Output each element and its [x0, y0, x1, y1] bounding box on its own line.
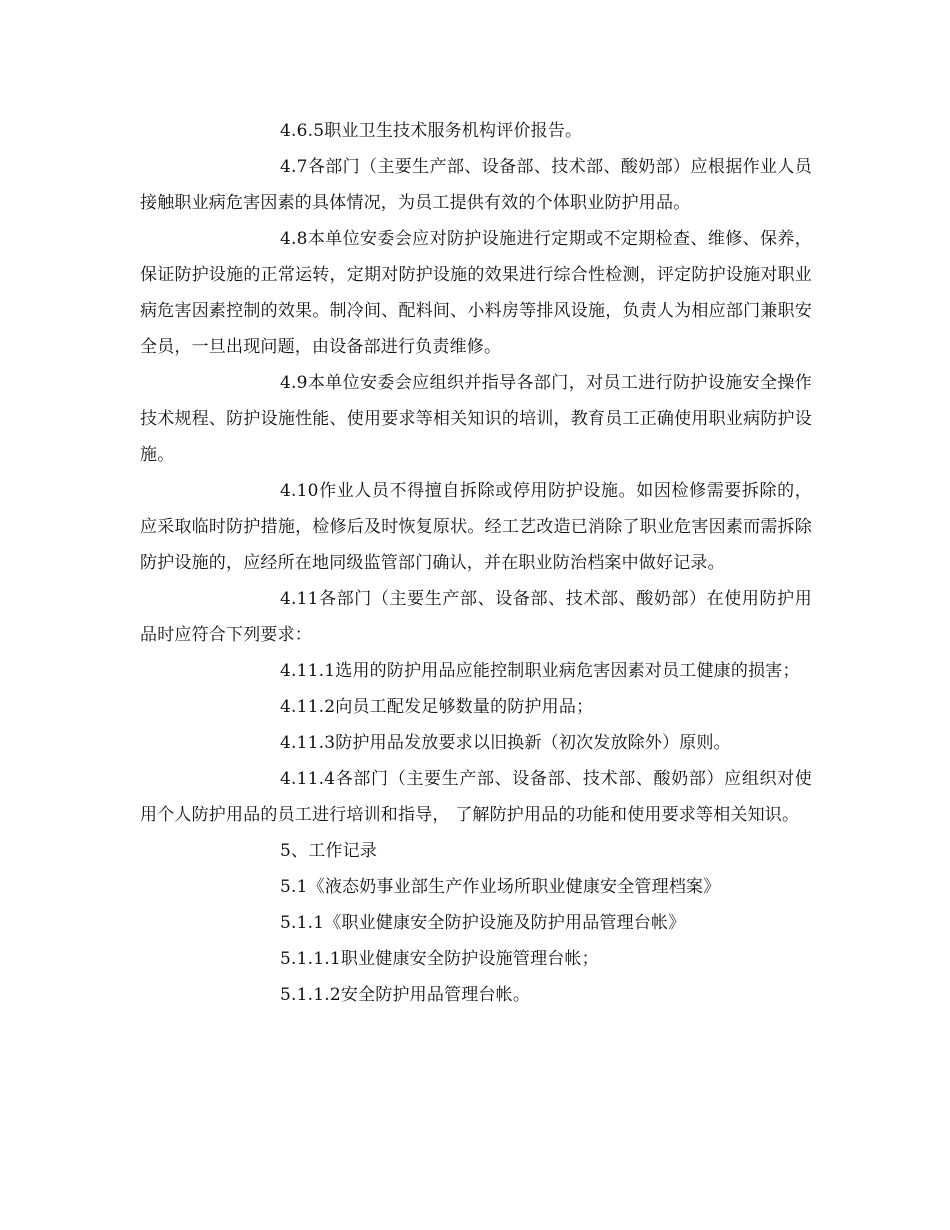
paragraph-5-1-1-2: 5.1.1.2安全防护用品管理台帐。 — [280, 985, 531, 1005]
document-body — [140, 113, 812, 1013]
paragraph-4-11-4: 4.11.4各部门（主要生产部、设备部、技术部、酸奶部）应组织对使用个人防护用品的员工进行培训和指导， 了解防护用品的功能和使用要求等相关知识。 — [140, 769, 812, 825]
paragraph-4-8: 4.8本单位安委会应对防护设施进行定期或不定期检查、维修、保养，保证防护设施的正常运转，定期对防护设施的效果进行综合性检测，评定防护设施对职业病危害因素控制的效果。制冷间、配料间、小料房等排风设施，负责人为相应部门兼职安全员，一旦出现问题，由设备部进行负责维修。 — [140, 229, 812, 357]
paragraph-4-6-5: 4.6.5职业卫生技术服务机构评价报告。 — [280, 121, 583, 141]
paragraph-5-1: 5.1《液态奶事业部生产作业场所职业健康安全管理档案》 — [280, 877, 721, 897]
paragraph-5-1-1-1: 5.1.1.1职业健康安全防护设施管理台帐； — [280, 949, 599, 969]
paragraph-4-11-1: 4.11.1选用的防护用品应能控制职业病危害因素对员工健康的损害； — [280, 661, 800, 681]
paragraph-4-7: 4.7各部门（主要生产部、设备部、技术部、酸奶部）应根据作业人员接触职业病危害因素的具体情况，为员工提供有效的个体职业防护用品。 — [140, 157, 812, 213]
paragraph-4-9: 4.9本单位安委会应组织并指导各部门，对员工进行防护设施安全操作技术规程、防护设施性能、使用要求等相关知识的培训，教育员工正确使用职业病防护设施。 — [140, 373, 812, 465]
paragraph-5-1-1: 5.1.1《职业健康安全防护设施及防护用品管理台帐》 — [280, 913, 686, 933]
paragraph-4-11-2: 4.11.2向员工配发足够数量的防护用品； — [280, 697, 594, 717]
section-heading-work-records: 5、工作记录 — [280, 841, 378, 861]
paragraph-4-11-3: 4.11.3防护用品发放要求以旧换新（初次发放除外）原则。 — [280, 733, 731, 753]
paragraph-4-11: 4.11各部门（主要生产部、设备部、技术部、酸奶部）在使用防护用品时应符合下列要求： — [140, 589, 812, 645]
paragraph-4-10: 4.10作业人员不得擅自拆除或停用防护设施。如因检修需要拆除的，应采取临时防护措施，检修后及时恢复原状。经工艺改造已消除了职业危害因素而需拆除防护设施的，应经所在地同级监管部门确认，并在职业防治档案中做好记录。 — [140, 481, 812, 573]
